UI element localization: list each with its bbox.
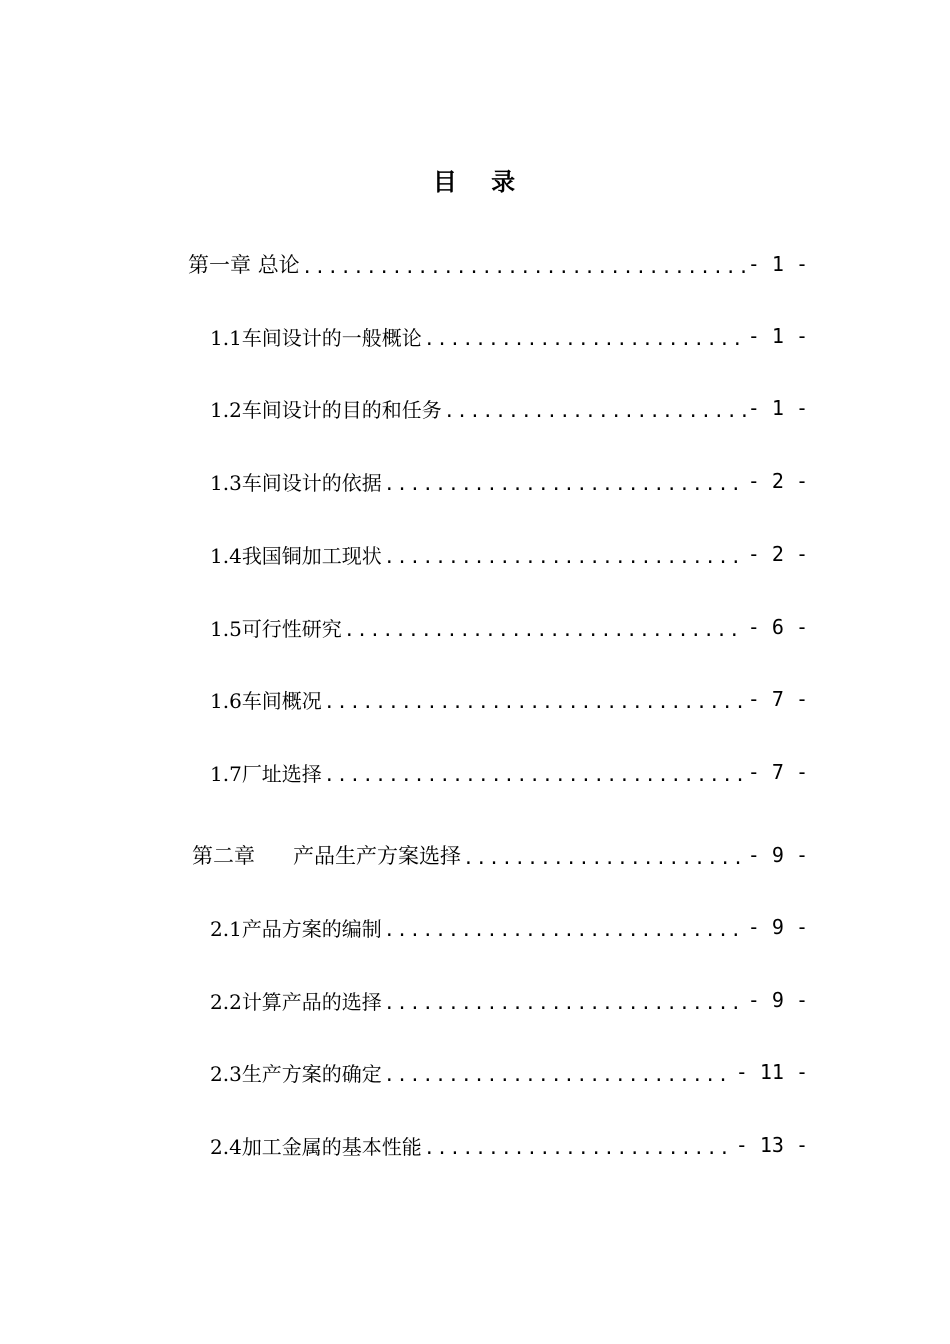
entry-page-number: - 1 - xyxy=(747,324,808,348)
entry-label xyxy=(188,249,300,279)
entry-title: 我国铜加工现状 xyxy=(241,543,382,568)
toc-entry-1-7[interactable] xyxy=(210,758,808,786)
entry-label xyxy=(210,540,382,569)
toc-entry-2-4[interactable] xyxy=(210,1131,808,1159)
entry-number: 2.4 xyxy=(210,1134,242,1159)
entry-number: 第二章 xyxy=(192,844,255,868)
entry-page-number: - 13 - xyxy=(735,1133,808,1157)
entry-number: 1.2 xyxy=(210,397,242,422)
entry-number: 1.6 xyxy=(210,688,242,713)
toc-entry-1-2[interactable] xyxy=(210,394,808,422)
toc-title: 目 录 xyxy=(432,168,518,196)
entry-label xyxy=(210,758,322,787)
entry-title: 计算产品的选择 xyxy=(241,989,382,1014)
entry-label xyxy=(192,840,461,870)
entry-label xyxy=(210,685,322,714)
toc-entry-2-3[interactable] xyxy=(210,1058,808,1086)
dot-leader xyxy=(384,468,746,494)
entry-page-number: - 6 - xyxy=(747,615,808,639)
entry-label xyxy=(210,913,382,942)
entry-label xyxy=(210,613,342,642)
dot-leader xyxy=(384,541,746,567)
toc-entry-chapter-2[interactable] xyxy=(192,841,808,869)
dot-leader xyxy=(384,914,746,940)
toc-entry-1-6[interactable] xyxy=(210,685,808,713)
entry-number: 第一章 xyxy=(188,253,251,277)
dot-leader xyxy=(424,1132,734,1158)
entry-number: 1.5 xyxy=(210,616,242,641)
toc-entry-1-1[interactable] xyxy=(210,322,808,350)
entry-page-number: - 9 - xyxy=(747,843,808,867)
entry-number: 1.1 xyxy=(210,325,242,350)
toc-entry-1-5[interactable] xyxy=(210,613,808,641)
entry-title: 产品方案的编制 xyxy=(241,916,382,941)
entry-number: 2.2 xyxy=(210,989,242,1014)
dot-leader xyxy=(384,987,746,1013)
dot-leader xyxy=(344,614,746,640)
dot-leader xyxy=(424,323,746,349)
dot-leader xyxy=(324,759,746,785)
entry-page-number: - 7 - xyxy=(747,760,808,784)
dot-leader xyxy=(463,842,746,868)
dot-leader xyxy=(384,1059,734,1085)
entry-title: 总论 xyxy=(257,253,300,277)
dot-leader xyxy=(324,686,746,712)
entry-label xyxy=(210,394,442,423)
entry-page-number: - 2 - xyxy=(747,542,808,566)
entry-title: 车间设计的依据 xyxy=(241,470,382,495)
entry-page-number: - 7 - xyxy=(747,687,808,711)
entry-number: 1.7 xyxy=(210,761,242,786)
entry-title: 加工金属的基本性能 xyxy=(241,1134,422,1159)
entry-label xyxy=(210,1058,382,1087)
entry-page-number: - 9 - xyxy=(747,915,808,939)
entry-page-number: - 2 - xyxy=(747,469,808,493)
entry-title: 产品生产方案选择 xyxy=(293,844,461,868)
entry-title: 车间设计的目的和任务 xyxy=(241,397,442,422)
toc-entry-2-1[interactable] xyxy=(210,913,808,941)
entry-page-number: - 9 - xyxy=(747,988,808,1012)
entry-title: 车间概况 xyxy=(241,688,322,713)
entry-number: 2.1 xyxy=(210,916,242,941)
toc-entry-1-4[interactable] xyxy=(210,540,808,568)
entry-title: 厂址选择 xyxy=(241,761,322,786)
entry-page-number: - 11 - xyxy=(735,1060,808,1084)
entry-label xyxy=(210,467,382,496)
entry-page-number: - 1 - xyxy=(747,396,808,420)
toc-entry-1-3[interactable] xyxy=(210,467,808,495)
entry-number: 1.3 xyxy=(210,470,242,495)
dot-leader xyxy=(444,395,746,421)
entry-label xyxy=(210,1131,422,1160)
entry-number: 2.3 xyxy=(210,1061,242,1086)
entry-number: 1.4 xyxy=(210,543,242,568)
toc-entry-chapter-1[interactable] xyxy=(188,250,808,278)
entry-title: 可行性研究 xyxy=(241,616,342,641)
entry-title: 车间设计的一般概论 xyxy=(241,325,422,350)
toc-entry-2-2[interactable] xyxy=(210,986,808,1014)
entry-label xyxy=(210,986,382,1015)
entry-title: 生产方案的确定 xyxy=(241,1061,382,1086)
entry-page-number: - 1 - xyxy=(747,252,808,276)
dot-leader xyxy=(302,251,746,277)
entry-label xyxy=(210,322,422,351)
